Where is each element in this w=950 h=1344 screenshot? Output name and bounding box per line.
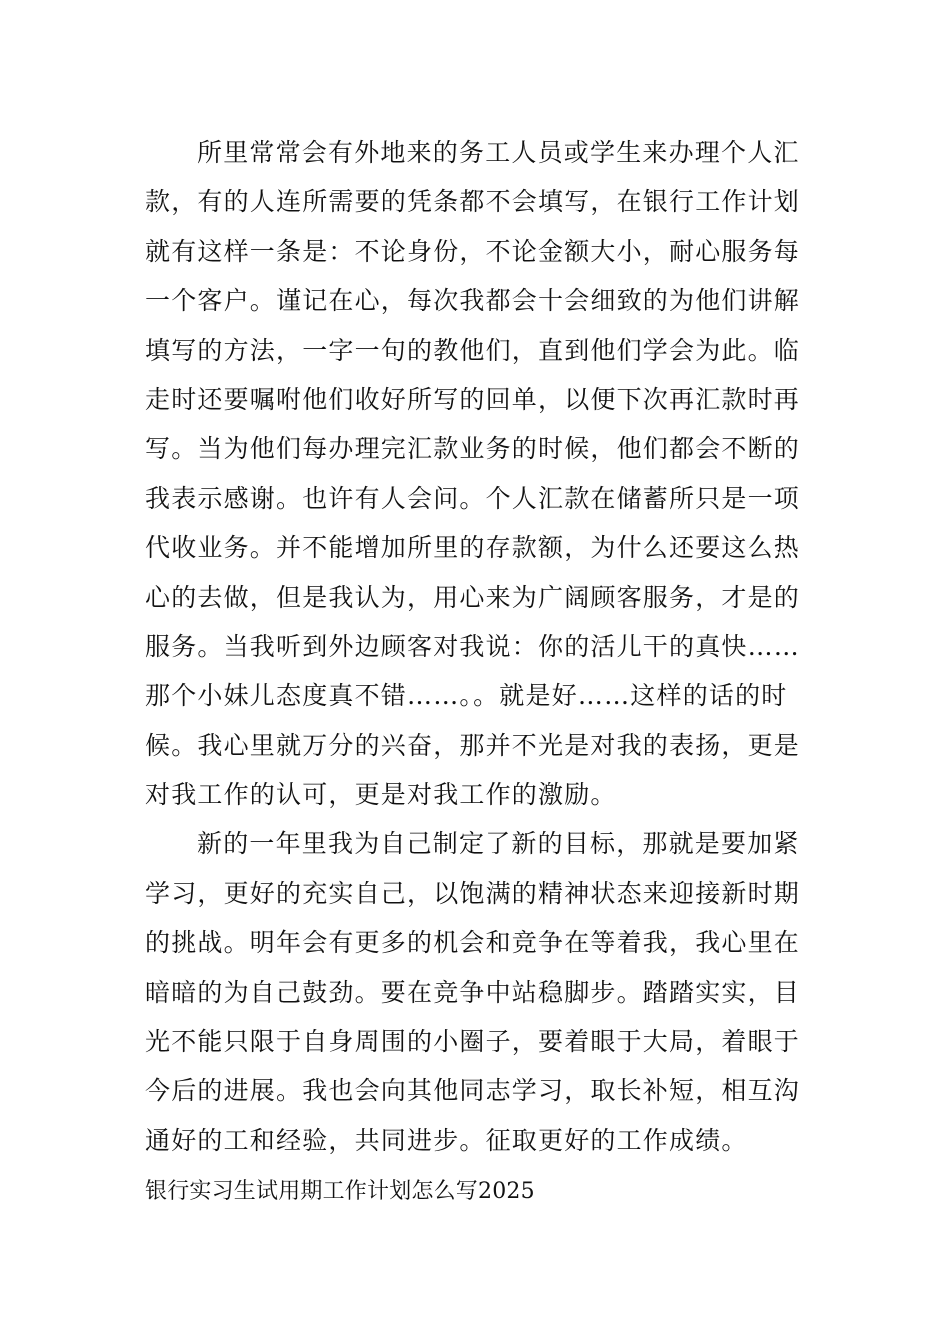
text-line: 暗暗的为自己鼓劲。要在竞争中站稳脚步。踏踏实实，目 — [145, 977, 801, 1007]
paragraph-2 — [145, 819, 807, 1165]
text-line: 款，有的人连所需要的凭条都不会填写，在银行工作计划 — [145, 187, 801, 217]
text-line: 写。当为他们每办理完汇款业务的时候，他们都会不断的 — [145, 434, 801, 464]
text-line: 对我工作的认可，更是对我工作的激励。 — [145, 780, 617, 810]
text-line: 的挑战。明年会有更多的机会和竞争在等着我，我心里在 — [145, 928, 801, 958]
text-line: 一个客户。谨记在心，每次我都会十会细致的为他们讲解 — [145, 286, 801, 316]
text-line: 那个小妹儿态度真不错……。。就是好……这样的话的时 — [145, 681, 788, 711]
text-line: 心的去做，但是我认为，用心来为广阔顾客服务，才是的 — [145, 582, 801, 612]
text-line: 所里常常会有外地来的务工人员或学生来办理个人汇 — [197, 138, 800, 167]
text-line: 今后的进展。我也会向其他同志学习，取长补短，相互沟 — [145, 1076, 801, 1106]
text-line: 候。我心里就万分的兴奋，那并不光是对我的表扬，更是 — [145, 730, 801, 760]
text-line: 走时还要嘱咐他们收好所写的回单，以便下次再汇款时再 — [145, 384, 801, 414]
document-body — [145, 128, 807, 1217]
text-line: 光不能只限于自身周围的小圈子，要着眼于大局，着眼于 — [145, 1027, 801, 1057]
section-heading: 银行实习生试用期工作计划怎么写2025 — [145, 1179, 535, 1205]
text-line: 就有这样一条是：不论身份，不论金额大小，耐心服务每 — [145, 236, 801, 266]
text-line: 代收业务。并不能增加所里的存款额，为什么还要这么热 — [145, 533, 801, 563]
text-line: 通好的工和经验，共同进步。征取更好的工作成绩。 — [145, 1125, 748, 1155]
text-line: 填写的方法，一字一句的教他们，直到他们学会为此。临 — [145, 335, 801, 365]
text-line: 学习，更好的充实自己，以饱满的精神状态来迎接新时期 — [145, 878, 801, 908]
text-line: 新的一年里我为自己制定了新的目标，那就是要加紧 — [197, 829, 800, 859]
text-line: 我表示感谢。也许有人会问。个人汇款在储蓄所只是一项 — [145, 483, 801, 513]
text-line: 服务。当我听到外边顾客对我说：你的活儿干的真快…… — [145, 631, 801, 661]
paragraph-1 — [145, 128, 807, 819]
